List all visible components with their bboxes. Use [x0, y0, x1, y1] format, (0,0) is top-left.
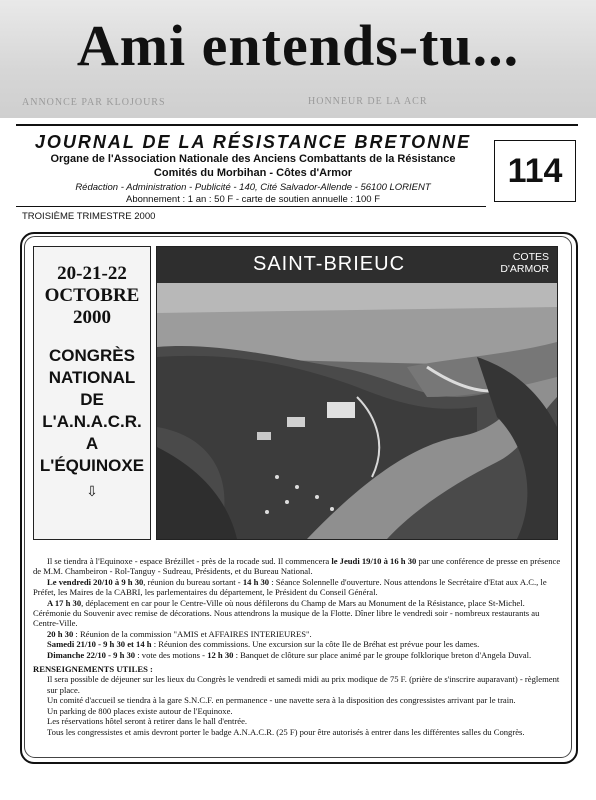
- p1-bold: le Jeudi 19/10 à 16 h 30: [331, 556, 417, 566]
- aerial-photo-illustration: [157, 247, 557, 539]
- p2-text: , réunion du bureau sortant -: [143, 576, 243, 587]
- event-dates: [34, 263, 150, 329]
- paragraph-4: [33, 629, 561, 639]
- masthead-ghost-left: ANNONCE PAR KLOJOURS: [22, 97, 166, 108]
- journal-subscription: Abonnement : 1 an : 50 F - carte de soutien annuelle : 100 F: [125, 194, 381, 205]
- p4-text: : Réunion de la commission "AMIS et AFFAIRES INTERIEURES".: [73, 628, 312, 639]
- p1-text: Il se tiendra à l'Equinoxe - espace Brézillet - près de la rocade sud. Il commencera: [47, 556, 332, 566]
- event-line-1: CONGRÈS: [49, 346, 135, 365]
- masthead-ghost-right: HONNEUR DE LA ACR: [308, 96, 428, 107]
- event-dates-year: 2000: [73, 307, 111, 328]
- journal-address: Rédaction - Administration - Publicité - 140, Cité Salvador-Allende - 56100 LORIENT: [75, 182, 431, 193]
- p3-text: , déplacement en car pour le Centre-Ville où nous défilerons du Champ de Mars au Monument de la Résistance, place St-Michel. Cérémonie du Souvenir avec remise de décorations. Nous attendrons la musique de la Flotte. Dîner libre le vendredi soir - nombreux restaurants au Centre-Ville.: [33, 597, 540, 629]
- event-line-3: DE: [80, 390, 104, 409]
- p6-text: : vote des motions -: [135, 649, 208, 660]
- journal-subtitle-2: Comités du Morbihan - Côtes d'Armor: [153, 167, 353, 179]
- photo-region-line-1: COTES: [512, 251, 549, 263]
- photo-city: SAINT-BRIEUC: [253, 253, 406, 275]
- p4-bold: 20 h 30: [47, 628, 74, 639]
- photo-title-bar: [157, 247, 557, 283]
- event-panel: [33, 246, 151, 540]
- masthead-title: Ami entends-tu...: [76, 13, 520, 78]
- p5-text: : Réunion des commissions. Une excursion sur la côte Ile de Bréhat est prévue pour les dames.: [151, 639, 480, 650]
- p3-bold: A 17 h 30: [47, 597, 82, 608]
- useful-info-1: Il sera possible de déjeuner sur les lieux du Congrès le vendredi et samedi midi au prix modique de 75 F. (prière de s'inscrire auparavant) - règlement sur place.: [47, 674, 560, 695]
- p5-bold: Samedi 21/10 - 9 h 30 et 14 h: [47, 639, 152, 650]
- event-line-2: NATIONAL: [48, 368, 136, 387]
- p6-bold: Dimanche 22/10 - 9 h 30: [47, 649, 136, 660]
- event-dates-month: OCTOBRE: [44, 285, 140, 306]
- issue-number: 114: [494, 140, 576, 202]
- photo-region-line-2: D'ARMOR: [500, 263, 549, 275]
- useful-info-3: Un parking de 800 places existe autour de l'Equinoxe.: [47, 705, 233, 716]
- paragraph-6: [33, 650, 561, 660]
- aerial-photo: [156, 246, 558, 540]
- journal-subtitle-1: Organe de l'Association Nationale des Anciens Combattants de la Résistance: [50, 153, 456, 165]
- event-heading: [34, 345, 150, 477]
- photo-region: [500, 251, 549, 275]
- event-line-6: L'ÉQUINOXE: [39, 456, 145, 475]
- event-line-5: A: [85, 434, 99, 453]
- paragraph-3: [33, 598, 561, 629]
- p1-rest: par une conférence de presse en présence de M.M. Chambeiron - Rol-Tanguy - Sudreau, Présidents, et du Bureau National.: [33, 556, 561, 577]
- quarter-label: TROISIÈME TRIMESTRE 2000: [22, 211, 156, 222]
- header-rule: [16, 206, 486, 207]
- useful-info-2: Un comité d'accueil se tiendra à la gare S.N.C.F. en permanence - une navette sera à la disposition des congressistes arrivant par le train.: [47, 695, 516, 706]
- useful-info-5: Tous les congressistes et amis devront porter le badge A.N.A.C.R. (25 F) pour être autorisés à entrer dans les différentes salles du Congrès.: [47, 726, 525, 737]
- paragraph-5: [33, 639, 561, 649]
- p2-rest: : Séance Solennelle d'ouverture. Nous attendons le Secrétaire d'Etat aux A.C., le Préfet, les Maires de la CABRI, les parlementaires du département, le Président du Conseil Général.: [33, 576, 547, 598]
- useful-info-4: Les réservations hôtel seront à retirer dans le hall d'entrée.: [47, 716, 248, 727]
- article-body: [33, 556, 561, 737]
- event-dates-days: 20-21-22: [57, 263, 127, 284]
- masthead: [0, 0, 596, 118]
- top-rule: [16, 124, 578, 126]
- journal-title: JOURNAL DE LA RÉSISTANCE BRETONNE: [34, 132, 472, 152]
- p2-bold-2: 14 h 30: [242, 576, 270, 587]
- paragraph-1: [33, 556, 561, 577]
- down-arrow-icon: ⇩: [86, 483, 98, 499]
- p2-bold: Le vendredi 20/10 à 9 h 30: [47, 576, 144, 587]
- paragraph-2: [33, 577, 561, 598]
- useful-info-title: RENSEIGNEMENTS UTILES :: [33, 664, 153, 675]
- p6-rest: : Banquet de clôture sur place animé par le groupe folklorique breton d'Angela Duval.: [233, 649, 532, 660]
- p6-bold-2: 12 h 30: [207, 649, 234, 660]
- event-line-4: L'A.N.A.C.R.: [42, 412, 142, 431]
